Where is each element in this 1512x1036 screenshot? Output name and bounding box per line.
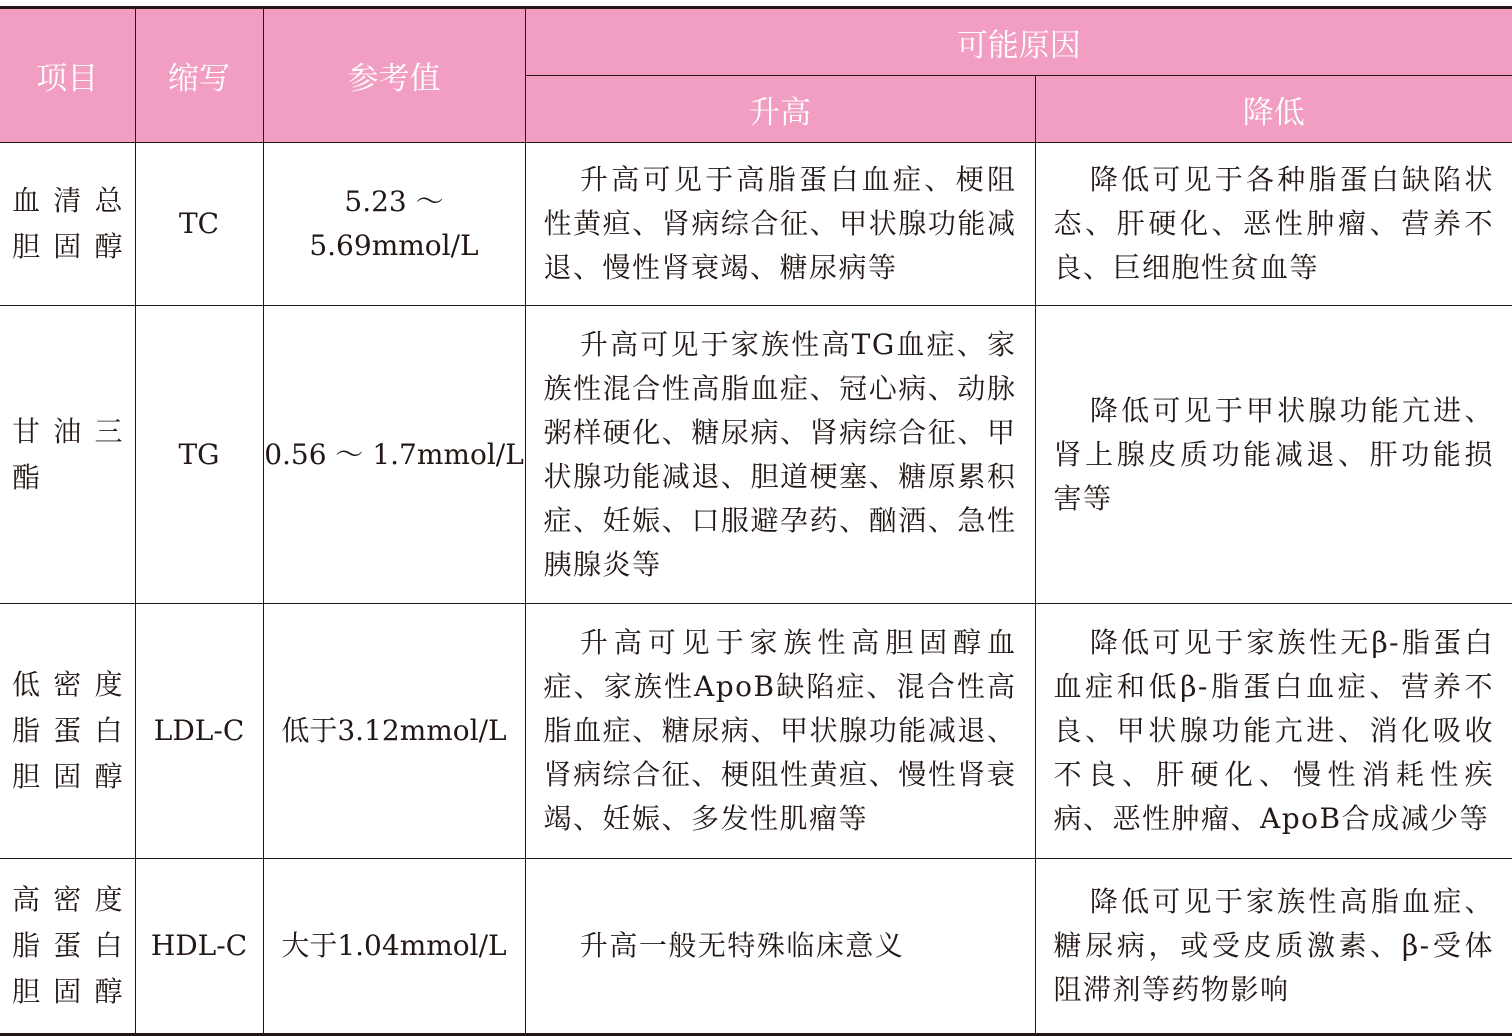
row-reference-cell: 0.56 ～ 1.7mmol/L xyxy=(263,306,525,604)
row-increase-cell: 升高可见于家族性高胆固醇血症、家族性ApoB缺陷症、混合性高脂血症、糖尿病、甲状腺功能减退、肾病综合征、梗阻性黄疸、慢性肾衰竭、妊娠、多发性肌瘤等 xyxy=(525,604,1035,859)
header-decrease: 降低 xyxy=(1035,76,1512,143)
table-row xyxy=(0,859,1512,1035)
row-item-cell: 高密度脂蛋白胆固醇 xyxy=(0,859,135,1035)
row-increase-cell: 升高可见于家族性高TG血症、家族性混合性高脂血症、冠心病、动脉粥样硬化、糖尿病、肾病综合征、甲状腺功能减退、胆道梗塞、糖原累积症、妊娠、口服避孕药、酗酒、急性胰腺炎等 xyxy=(525,306,1035,604)
row-increase-cell: 升高可见于高脂蛋白血症、梗阻性黄疸、肾病综合征、甲状腺功能减退、慢性肾衰竭、糖尿病等 xyxy=(525,143,1035,306)
header-abbr: 缩写 xyxy=(135,8,263,143)
table-row xyxy=(0,604,1512,859)
row-reference-cell: 低于3.12mmol/L xyxy=(263,604,525,859)
header-increase: 升高 xyxy=(525,76,1035,143)
row-abbr-cell: TC xyxy=(135,143,263,306)
table-row xyxy=(0,306,1512,604)
header-reference: 参考值 xyxy=(263,8,525,143)
header-item: 项目 xyxy=(0,8,135,143)
header-causes: 可能原因 xyxy=(525,8,1512,76)
row-reference-cell: 5.23 ～ 5.69mmol/L xyxy=(263,143,525,306)
row-reference-cell: 大于1.04mmol/L xyxy=(263,859,525,1035)
row-decrease-cell: 降低可见于家族性高脂血症、糖尿病，或受皮质激素、β-受体阻滞剂等药物影响 xyxy=(1035,859,1512,1035)
row-decrease-cell: 降低可见于各种脂蛋白缺陷状态、肝硬化、恶性肿瘤、营养不良、巨细胞性贫血等 xyxy=(1035,143,1512,306)
row-decrease-cell: 降低可见于家族性无β-脂蛋白血症和低β-脂蛋白血症、营养不良、甲状腺功能亢进、消化吸收不良、肝硬化、慢性消耗性疾病、恶性肿瘤、ApoB合成减少等 xyxy=(1035,604,1512,859)
row-increase-cell: 升高一般无特殊临床意义 xyxy=(525,859,1035,1035)
lipid-reference-table xyxy=(0,6,1512,1036)
lipid-table-container xyxy=(0,6,1512,1036)
row-item-cell: 低密度脂蛋白胆固醇 xyxy=(0,604,135,859)
row-abbr-cell: LDL-C xyxy=(135,604,263,859)
row-abbr-cell: TG xyxy=(135,306,263,604)
header-row-1 xyxy=(0,8,1512,76)
row-decrease-cell: 降低可见于甲状腺功能亢进、肾上腺皮质功能减退、肝功能损害等 xyxy=(1035,306,1512,604)
table-row xyxy=(0,143,1512,306)
row-item-cell: 血清总胆固醇 xyxy=(0,143,135,306)
row-abbr-cell: HDL-C xyxy=(135,859,263,1035)
row-item-cell: 甘油三酯 xyxy=(0,306,135,604)
